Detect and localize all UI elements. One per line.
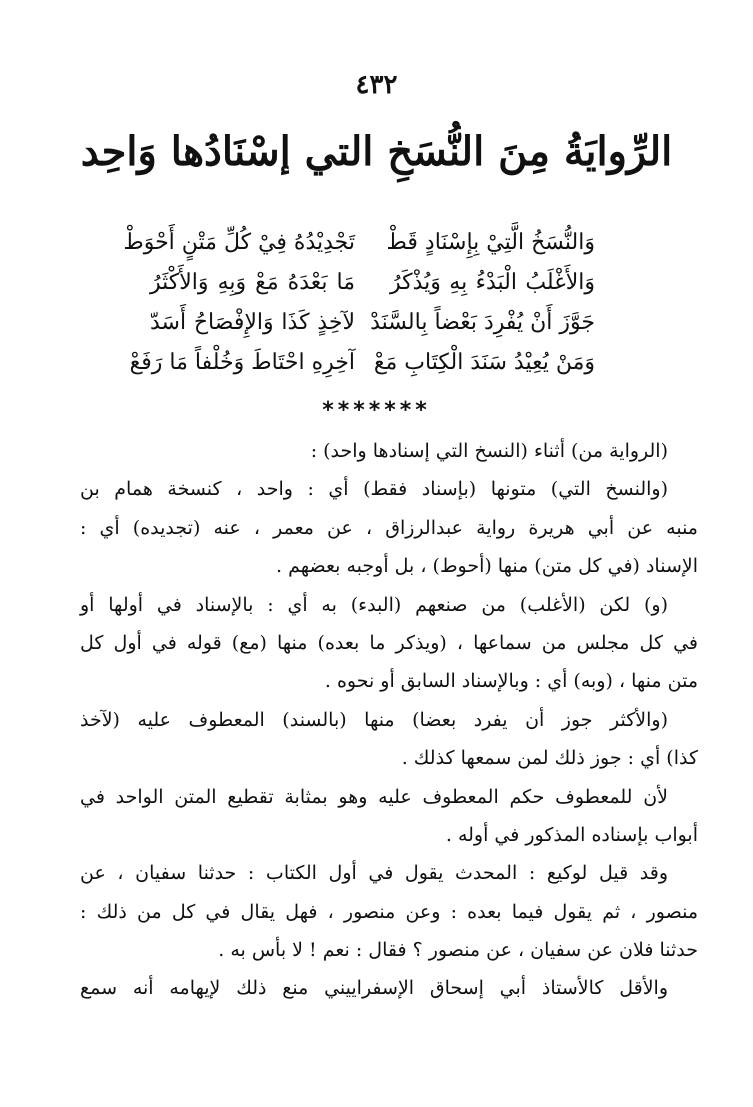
section-separator: ******* xyxy=(322,398,431,423)
chapter-title: الرِّوايَةُ مِنَ النُّسَخِ التي إسْنَادُها وَاحِد xyxy=(80,128,673,175)
text-line: الإسناد (في كل متن) منها (أحوط) ، بل أوجبه بعضهم . xyxy=(276,555,698,578)
text-line: والأقل كالأستاذ أبي إسحاق الإسفراييني منع ذلك لإيهامه أنه سمع xyxy=(80,977,668,1000)
text-line: متن منها ، (وبه) أي : وبالإسناد السابق أو نحوه . xyxy=(324,670,698,693)
text-line: منصور ، ثم يقول فيما بعده : وعن منصور ، فهل يقال في كل من ذلك : xyxy=(80,900,698,923)
text-line: وقد قيل لوكيع : المحدث يقول في أول الكتاب : حدثنا سفيان ، عن xyxy=(80,862,668,885)
text-line: (والأكثر جوز أن يفرد بعضا) منها (بالسند) المعطوف عليه (لآخذ xyxy=(80,708,668,731)
text-line: منبه عن أبي هريرة رواية عبدالرزاق ، عن معمر ، عنه (تجديده) أي : xyxy=(80,516,698,539)
verse-second-hemistich: لآخِذٍ كَذَا وَالإِفْصَاحُ أَسَدّ xyxy=(150,309,355,335)
verse-first-hemistich: وَالأَغْلَبُ الْبَدْءُ بِهِ وَيُذْكَرُ xyxy=(390,269,595,295)
poem-verse xyxy=(123,222,595,262)
verse-first-hemistich: وَالنُّسَخُ الَّتِيْ بِإِسْنَادٍ قَطْ xyxy=(386,229,595,255)
commentary-text xyxy=(80,432,698,1008)
verse-first-hemistich: جَوَّزَ أَنْ يُفْرِدَ بَعْضاً بِالسَّنَدْ xyxy=(370,309,595,335)
paragraph xyxy=(80,969,698,1007)
poem xyxy=(123,222,595,382)
paragraph xyxy=(80,854,698,969)
paragraph xyxy=(80,470,698,585)
paragraph xyxy=(80,586,698,701)
text-line: لأن للمعطوف حكم المعطوف عليه وهو بمثابة تقطيع المتن الواحد في xyxy=(80,785,668,808)
paragraph xyxy=(80,432,698,470)
text-line: (الرواية من) أثناء (النسخ التي إسنادها واحد) : xyxy=(310,440,668,462)
text-line: (والنسخ التي) متونها (بإسناد فقط) أي : واحد ، كنسخة همام بن xyxy=(80,478,668,501)
text-line: (و) لكن (الأغلب) من صنعهم (البدء) به أي : بالإسناد في أولها أو xyxy=(80,593,668,616)
poem-verse xyxy=(150,262,595,302)
verse-first-hemistich: وَمَنْ يُعِيْدُ سَنَدَ الْكِتَابِ مَعْ xyxy=(373,349,595,375)
poem-verse xyxy=(150,302,595,342)
poem-verse xyxy=(129,342,595,382)
verse-second-hemistich: تَجْدِيْدُهُ فِيْ كُلِّ مَتْنٍ أَحْوَطْ xyxy=(123,229,355,255)
page-number: ٤٣٢ xyxy=(355,70,398,100)
verse-second-hemistich: مَا بَعْدَهُ مَعْ وَبِهِ وَالأَكْثَرُ xyxy=(150,269,355,295)
text-line: في كل مجلس من سماعها ، (ويذكر ما بعده) منها (مع) قوله في أول كل xyxy=(80,631,698,654)
text-line: أبواب بإسناده المذكور في أوله . xyxy=(445,823,698,846)
verse-second-hemistich: آخِرِهِ احْتَاطَ وَخُلْفاً مَا رَفَعْ xyxy=(129,349,355,375)
paragraph xyxy=(80,778,698,855)
paragraph xyxy=(80,701,698,778)
text-line: كذا) أي : جوز ذلك لمن سمعها كذلك . xyxy=(401,747,698,770)
text-line: حدثنا فلان عن سفيان ، عن منصور ؟ فقال : نعم ! لا بأس به . xyxy=(218,939,698,962)
